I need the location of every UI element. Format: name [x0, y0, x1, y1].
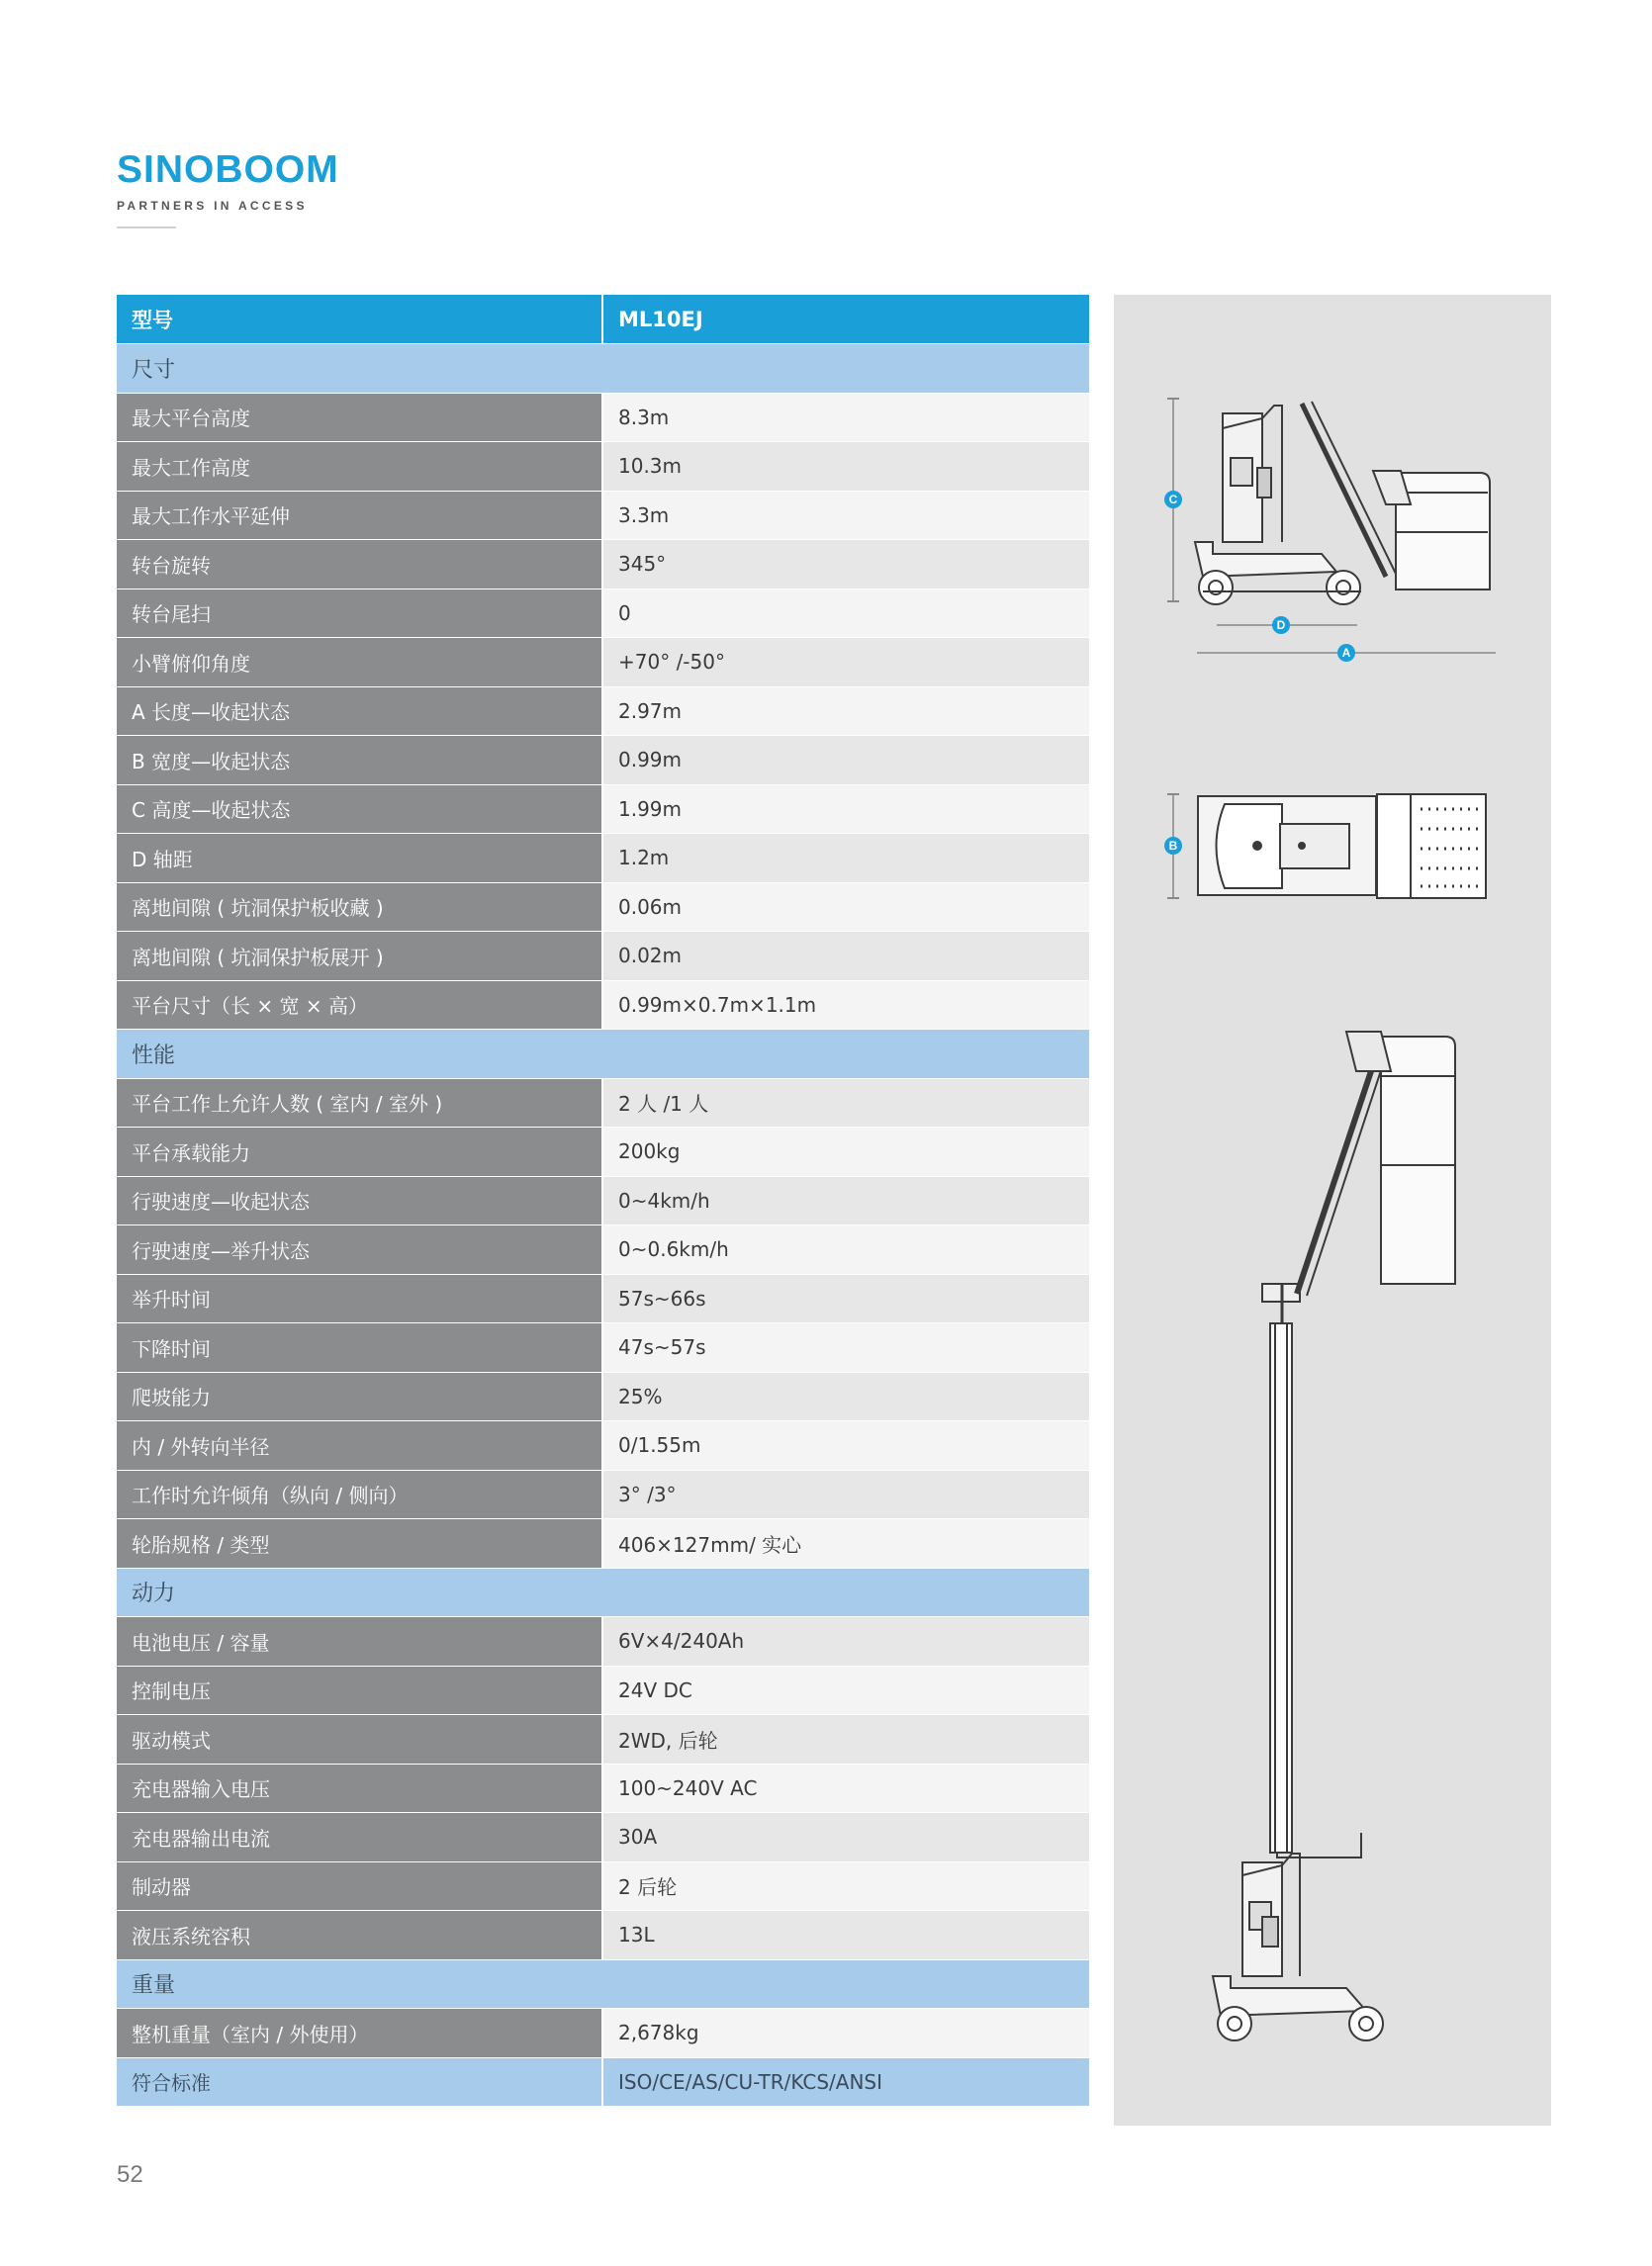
- spec-value: 3° /3°: [602, 1470, 1089, 1519]
- spec-label: 平台工作上允许人数 ( 室内 / 室外 ): [117, 1078, 602, 1128]
- spec-label: 行驶速度—收起状态: [117, 1176, 602, 1225]
- spec-row: [117, 442, 1089, 492]
- elevated-view-drawing: [1213, 1032, 1455, 2040]
- spec-value: 0~4km/h: [602, 1176, 1089, 1225]
- spec-row: [117, 589, 1089, 638]
- section-header-power: [117, 1568, 1089, 1617]
- spec-label: 平台承载能力: [117, 1128, 602, 1177]
- spec-label: 转台旋转: [117, 540, 602, 589]
- spec-label: 爬坡能力: [117, 1372, 602, 1421]
- section-header-performance: [117, 1030, 1089, 1079]
- spec-value: 3.3m: [602, 491, 1089, 540]
- spec-label: 液压系统容积: [117, 1911, 602, 1960]
- spec-row: [117, 1421, 1089, 1471]
- spec-value: 100~240V AC: [602, 1764, 1089, 1813]
- spec-label: 举升时间: [117, 1274, 602, 1323]
- spec-row: [117, 1666, 1089, 1715]
- dim-b-label: B: [1168, 839, 1178, 853]
- spec-row: [117, 980, 1089, 1030]
- spec-value: 2WD, 后轮: [602, 1715, 1089, 1765]
- spec-label: 制动器: [117, 1861, 602, 1911]
- spec-label: 内 / 外转向半径: [117, 1421, 602, 1471]
- spec-value: 6V×4/240Ah: [602, 1617, 1089, 1667]
- spec-value: 345°: [602, 540, 1089, 589]
- spec-row: [117, 1715, 1089, 1765]
- section-title: 尺寸: [117, 344, 1089, 394]
- spec-value: +70° /-50°: [602, 638, 1089, 687]
- spec-label: 充电器输入电压: [117, 1764, 602, 1813]
- machine-drawings: [1114, 295, 1551, 2126]
- spec-row: [117, 638, 1089, 687]
- spec-value: 200kg: [602, 1128, 1089, 1177]
- spec-label: B 宽度—收起状态: [117, 736, 602, 785]
- dim-a-label: A: [1341, 646, 1351, 660]
- spec-row: [117, 1176, 1089, 1225]
- spec-label: 行驶速度—举升状态: [117, 1225, 602, 1275]
- standards-label: 符合标准: [117, 2057, 602, 2107]
- spec-label: 电池电压 / 容量: [117, 1617, 602, 1667]
- top-view-drawing: [1167, 794, 1486, 898]
- spec-row: [117, 540, 1089, 589]
- section-title: 动力: [117, 1568, 1089, 1617]
- spec-label: 小臂俯仰角度: [117, 638, 602, 687]
- spec-value: 0.99m×0.7m×1.1m: [602, 980, 1089, 1030]
- spec-label: 轮胎规格 / 类型: [117, 1519, 602, 1569]
- section-header-dimensions: [117, 344, 1089, 394]
- spec-label: C 高度—收起状态: [117, 784, 602, 834]
- spec-label: 驱动模式: [117, 1715, 602, 1765]
- model-header-row: [117, 295, 1089, 344]
- spec-label: A 长度—收起状态: [117, 686, 602, 736]
- spec-value: 2.97m: [602, 686, 1089, 736]
- brand-logo: [117, 150, 339, 228]
- spec-value: 1.2m: [602, 834, 1089, 883]
- spec-value: 8.3m: [602, 393, 1089, 442]
- spec-label: 离地间隙 ( 坑洞保护板收藏 ): [117, 882, 602, 932]
- spec-row: [117, 736, 1089, 785]
- spec-label: 工作时允许倾角（纵向 / 侧向）: [117, 1470, 602, 1519]
- spec-value: 10.3m: [602, 442, 1089, 492]
- spec-row: [117, 1078, 1089, 1128]
- spec-row: [117, 1617, 1089, 1667]
- spec-label: 控制电压: [117, 1666, 602, 1715]
- spec-row: [117, 1274, 1089, 1323]
- spec-value: 30A: [602, 1813, 1089, 1862]
- spec-label: 离地间隙 ( 坑洞保护板展开 ): [117, 932, 602, 981]
- dim-c-label: C: [1168, 493, 1178, 506]
- spec-label: 最大工作高度: [117, 442, 602, 492]
- spec-value: 25%: [602, 1372, 1089, 1421]
- dim-d-label: D: [1276, 618, 1286, 632]
- standards-row: [117, 2057, 1089, 2107]
- spec-label: 下降时间: [117, 1323, 602, 1373]
- spec-value: 2 后轮: [602, 1861, 1089, 1911]
- spec-row: [117, 393, 1089, 442]
- spec-label: 充电器输出电流: [117, 1813, 602, 1862]
- model-label: 型号: [117, 295, 602, 344]
- spec-value: 0~0.6km/h: [602, 1225, 1089, 1275]
- spec-label: 最大平台高度: [117, 393, 602, 442]
- spec-value: 47s~57s: [602, 1323, 1089, 1373]
- model-value: ML10EJ: [602, 295, 1089, 344]
- spec-value: 2,678kg: [602, 2009, 1089, 2058]
- spec-row: [117, 882, 1089, 932]
- spec-row: [117, 686, 1089, 736]
- spec-row: [117, 1519, 1089, 1569]
- spec-value: 2 人 /1 人: [602, 1078, 1089, 1128]
- spec-value: 0/1.55m: [602, 1421, 1089, 1471]
- spec-value: 57s~66s: [602, 1274, 1089, 1323]
- spec-row: [117, 1764, 1089, 1813]
- machine-diagram-panel: [1114, 295, 1551, 2126]
- spec-value: 406×127mm/ 实心: [602, 1519, 1089, 1569]
- spec-row: [117, 1372, 1089, 1421]
- spec-value: 0.99m: [602, 736, 1089, 785]
- brand-name: SINOBOOM: [117, 148, 339, 191]
- side-view-drawing: [1167, 399, 1496, 653]
- spec-row: [117, 1128, 1089, 1177]
- spec-value: 1.99m: [602, 784, 1089, 834]
- spec-row: [117, 2009, 1089, 2058]
- spec-row: [117, 1911, 1089, 1960]
- section-title: 重量: [117, 1959, 1089, 2009]
- spec-row: [117, 834, 1089, 883]
- spec-label: 平台尺寸（长 × 宽 × 高）: [117, 980, 602, 1030]
- spec-value: 0.06m: [602, 882, 1089, 932]
- spec-row: [117, 932, 1089, 981]
- spec-label: 最大工作水平延伸: [117, 491, 602, 540]
- spec-value: 24V DC: [602, 1666, 1089, 1715]
- spec-row: [117, 1813, 1089, 1862]
- brand-tagline: PARTNERS IN ACCESS: [117, 199, 308, 213]
- spec-label: D 轴距: [117, 834, 602, 883]
- spec-value: 0: [602, 589, 1089, 638]
- section-header-weight: [117, 1959, 1089, 2009]
- spec-row: [117, 1323, 1089, 1373]
- spec-value: 13L: [602, 1911, 1089, 1960]
- spec-row: [117, 491, 1089, 540]
- spec-row: [117, 1225, 1089, 1275]
- page-number: 52: [117, 2161, 143, 2188]
- spec-row: [117, 784, 1089, 834]
- spec-value: 0.02m: [602, 932, 1089, 981]
- spec-row: [117, 1861, 1089, 1911]
- spec-label: 转台尾扫: [117, 589, 602, 638]
- section-title: 性能: [117, 1030, 1089, 1079]
- spec-row: [117, 1470, 1089, 1519]
- standards-value: ISO/CE/AS/CU-TR/KCS/ANSI: [602, 2057, 1089, 2107]
- spec-label: 整机重量（室内 / 外使用）: [117, 2009, 602, 2058]
- logo-divider: [117, 227, 176, 228]
- spec-table: [117, 295, 1089, 2107]
